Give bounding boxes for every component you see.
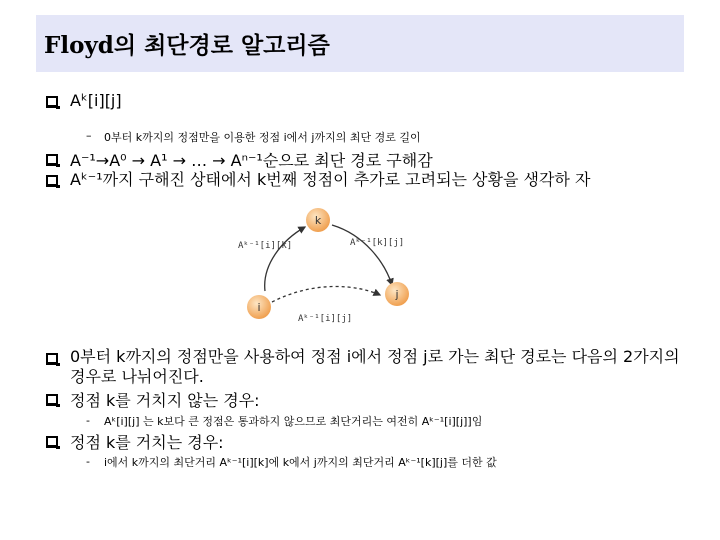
sub-text: Aᵏ[i][j] 는 k보다 큰 정점은 통과하지 않으므로 최단거리는 여전히 Aᵏ⁻¹[i][j]]임: [104, 415, 483, 428]
bullet-marker: [46, 394, 58, 406]
bullet-text: 0부터 k까지의 정점만을 사용하여 정점 i에서 정점 j로 가는 최단 경로는 다음의 2가지의 경우로 나뉘어진다.: [70, 347, 680, 386]
page-title: Floyd의 최단경로 알고리즘: [44, 32, 330, 59]
bullet-text: 정점 k를 거치지 않는 경우:: [70, 391, 260, 410]
title-bar: [36, 15, 684, 72]
edge-ij-label: Aᵏ⁻¹[i][j]: [298, 314, 353, 324]
dash-marker: –: [86, 129, 92, 142]
dash-marker: -: [86, 455, 90, 468]
path-diagram: [230, 205, 430, 335]
node-k-label: k: [314, 214, 322, 227]
bullet-marker: [46, 436, 58, 448]
sub-text: i에서 k까지의 최단거리 Aᵏ⁻¹[i][k]에 k에서 j까지의 최단거리 Aᵏ⁻¹[k][j]를 더한 값: [104, 456, 497, 469]
edge-k-j: [332, 225, 392, 285]
bullet-text: Aᵏ⁻¹까지 구해진 상태에서 k번째 정점이 추가로 고려되는 상황을 생각하 자: [70, 170, 591, 189]
node-j-label: j: [395, 288, 399, 301]
bullet-text: 정점 k를 거치는 경우:: [70, 433, 224, 452]
edge-i-k: [265, 227, 305, 291]
node-i-label: i: [257, 301, 261, 314]
bullet-marker: [46, 96, 58, 108]
dash-marker: -: [86, 414, 90, 427]
bullet-marker: [46, 154, 58, 166]
edge-ik-label: Aᵏ⁻¹[i][k]: [238, 241, 293, 251]
sub-text: 0부터 k까지의 정점만을 이용한 정점 i에서 j까지의 최단 경로 길이: [104, 131, 421, 144]
bullet-marker: [46, 353, 58, 365]
bullet-text: A⁻¹→A⁰ → A¹ → … → Aⁿ⁻¹순으로 최단 경로 구해감: [70, 151, 433, 170]
edge-kj-label: Aᵏ⁻¹[k][j]: [350, 238, 405, 248]
bullet-text: Aᵏ[i][j]: [70, 91, 122, 110]
bullet-marker: [46, 175, 58, 187]
edge-i-j: [272, 286, 380, 302]
